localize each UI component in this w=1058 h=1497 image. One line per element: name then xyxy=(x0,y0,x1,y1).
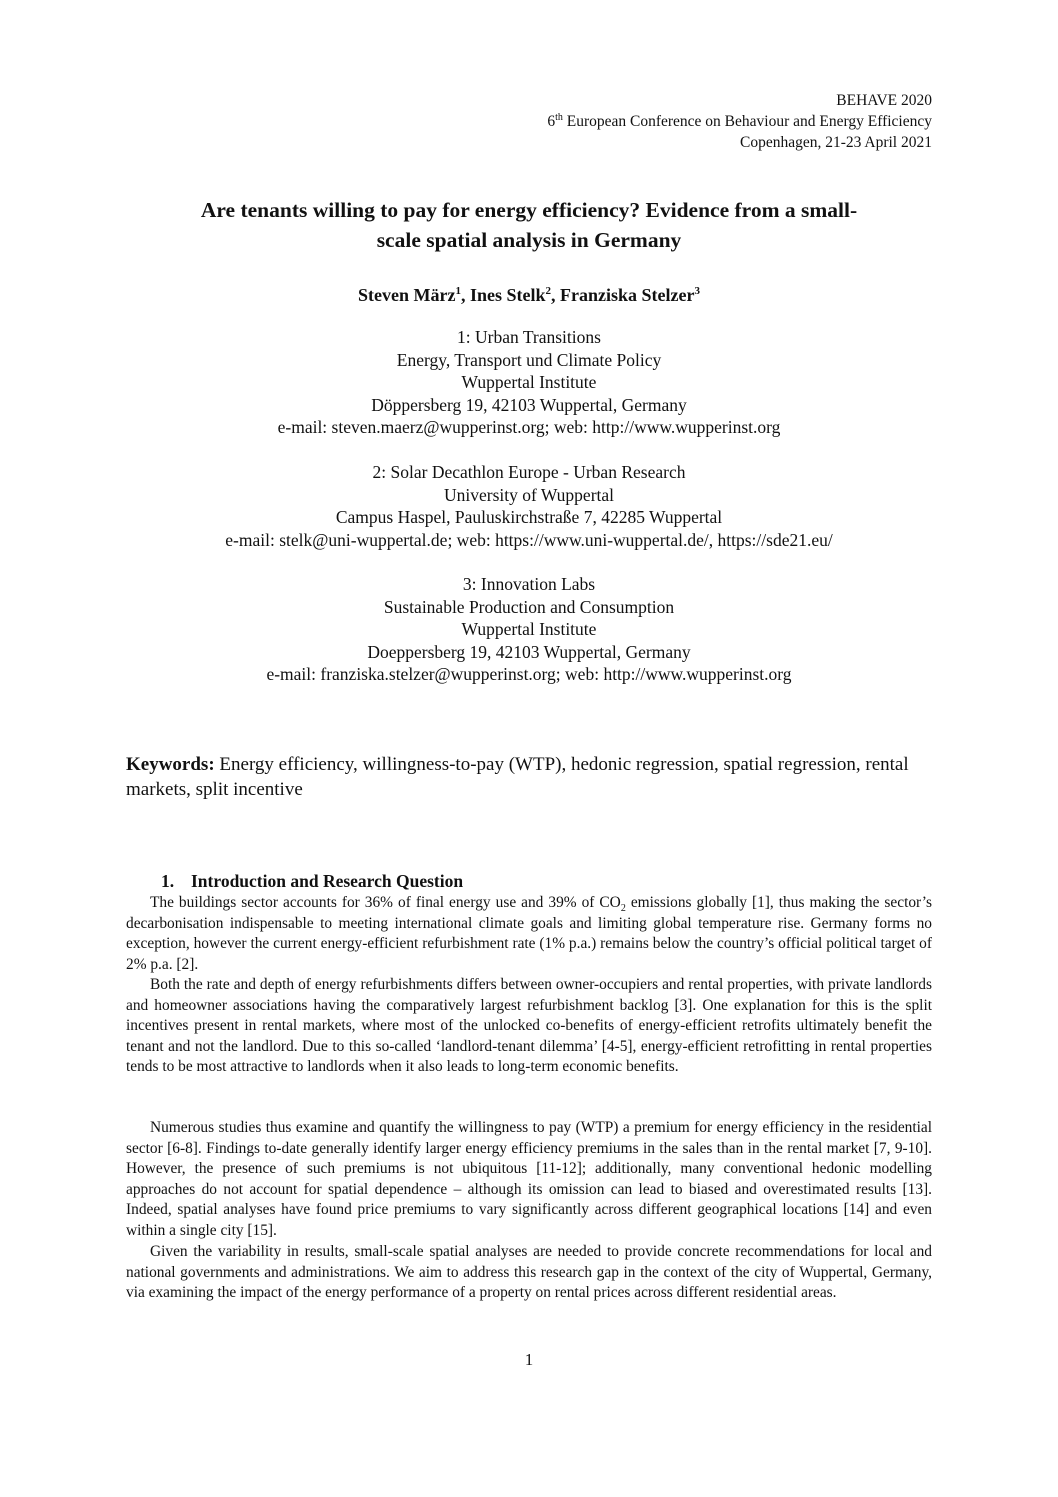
keywords-text: Energy efficiency, willingness-to-pay (WTP), hedonic regression, spatial regression, rental markets, split incentive xyxy=(126,754,909,800)
author-list xyxy=(126,283,932,307)
page-number: 1 xyxy=(524,1350,534,1369)
affiliation-3-contact[interactable]: e-mail: franziska.stelzer@wupperinst.org; web: http://www.wupperinst.org xyxy=(266,664,792,685)
section-heading xyxy=(161,870,463,892)
affiliation-2-contact[interactable]: e-mail: stelk@uni-wuppertal.de; web: https://www.uni-wuppertal.de/, https://sde21.eu/ xyxy=(225,529,833,550)
keywords-label: Keywords: xyxy=(126,754,215,775)
conference-header xyxy=(547,90,932,153)
affiliation-3: 3: Innovation Labs Sustainable Production and Consumption Wuppertal Institute Doeppersberg 19, 42103 Wuppertal, Germany e-mail: franziska.stelzer@wupperinst.org; web: http://www.wupperinst.org xyxy=(126,573,932,686)
affiliation-2: 2: Solar Decathlon Europe - Urban Research University of Wuppertal Campus Haspel, Pauluskirchstraße 7, 42285 Wuppertal e-mail: stelk@uni-wuppertal.de; web: https://www.uni-wuppertal.de/, https://sde21.eu/ xyxy=(126,461,932,551)
conference-edition: 6th European Conference on Behaviour and Energy Efficiency xyxy=(547,111,932,130)
author-3: Franziska Stelzer$^3$ xyxy=(560,285,700,305)
author-1: Steven März$^1$, xyxy=(358,285,470,305)
paragraph-2: Both the rate and depth of energy refurbishments differs between owner-occupiers and rental properties, with private landlords and homeowner associations having the comparatively largest refurbishment backlog [3]. One explanation for this is the split incentives present in rental markets, where most of the unlocked co-benefits of energy-efficient retrofits ultimately benefit the tenant and not the landlord. Due to this so-called ‘landlord-tenant dilemma’ [4-5], energy-efficient retrofitting in rental properties tends to be most attractive to landlords when it also leads to long-term economic benefits. xyxy=(126,976,932,1076)
paper-title: Are tenants willing to pay for energy efficiency? Evidence from a small- scale spatial analysis in Germany xyxy=(200,198,858,252)
paragraph-1: The buildings sector accounts for 36% of final energy use and 39% of $CO_2$ emissions globally [1], thus making the sector’s decarbonisation indispensable to meeting international climate goals and limiting global temperature rise. Germany forms no exception, however the current energy-efficient refurbishment rate (1% p.a.) remains below the country’s official political target of 2% p.a. [2]. xyxy=(126,894,932,973)
section-title: Introduction and Research Question xyxy=(191,871,464,891)
keywords-block xyxy=(126,752,932,802)
section-number: 1. xyxy=(161,871,175,891)
conference-location-date: Copenhagen, 21-23 April 2021 xyxy=(739,134,932,151)
paragraph-3: Numerous studies thus examine and quantify the willingness to pay (WTP) a premium for energy efficiency in the residential sector [6-8]. Findings to-date generally identify larger energy efficiency premiums in the sales than in the rental market [7, 9-10]. However, the presence of such premiums is not ubiquitous [11-12]; additionally, many conventional hedonic modelling approaches do not account for spatial dependence – although its omission can lead to biased and overestimated results [13]. Indeed, spatial analyses have found price premiums to vary significantly across different geographical locations [14] and even within a single city [15]. xyxy=(126,1119,932,1239)
conference-name: BEHAVE 2020 xyxy=(836,92,932,109)
affiliation-1: 1: Urban Transitions Energy, Transport und Climate Policy Wuppertal Institute Döppersberg 19, 42103 Wuppertal, Germany e-mail: steven.maerz@wupperinst.org; web: http://www.wupperinst.org xyxy=(126,326,932,439)
paragraph-4: Given the variability in results, small-scale spatial analyses are needed to provide concrete recommendations for local and national governments and administrations. We aim to address this research gap in the context of the city of Wuppertal, Germany, via examining the impact of the energy performance of a property on rental prices across different residential areas. xyxy=(126,1243,932,1302)
affiliation-1-contact[interactable]: e-mail: steven.maerz@wupperinst.org; web: http://www.wupperinst.org xyxy=(277,417,781,438)
author-2: Ines Stelk$^2$, xyxy=(469,285,560,305)
